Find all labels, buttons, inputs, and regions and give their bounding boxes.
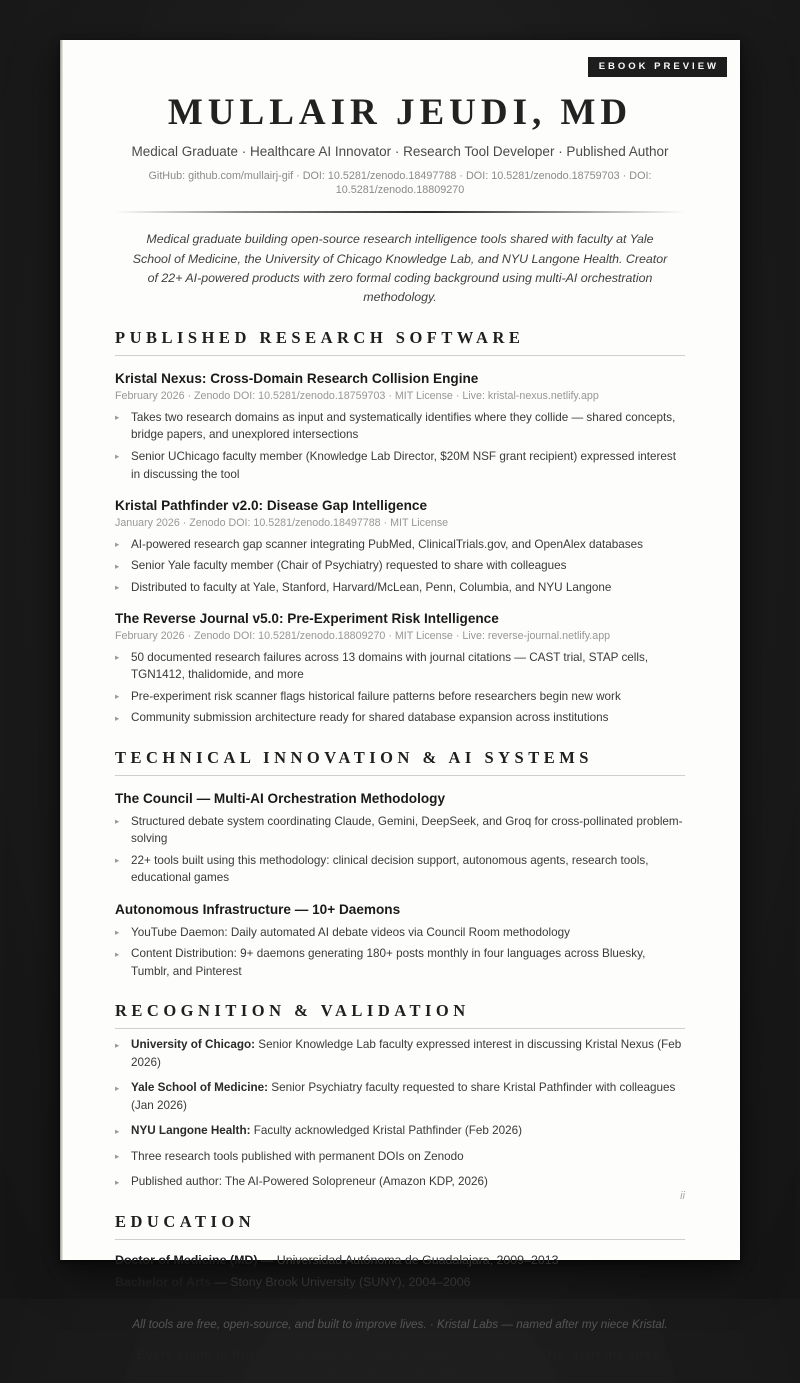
degree-name: Doctor of Medicine (MD) xyxy=(115,1253,258,1268)
bullet-list xyxy=(115,536,685,597)
bullet-list xyxy=(115,813,685,887)
bullet-list xyxy=(115,649,685,727)
bullet-item xyxy=(115,688,685,706)
bullet-triangle-icon: ▸ xyxy=(115,539,120,550)
page-number: ii xyxy=(680,1190,685,1202)
item-title: Kristal Pathfinder v2.0: Disease Gap Intelligence xyxy=(115,498,428,514)
subtitle: Medical Graduate · Healthcare AI Innovator · Research Tool Developer · Published Author xyxy=(131,143,669,159)
bullet-text: Structured debate system coordinating Claude, Gemini, DeepSeek, and Groq for cross-pollinated problem-solving xyxy=(131,814,683,846)
section-heading: PUBLISHED RESEARCH SOFTWARE xyxy=(115,328,685,356)
bullet-triangle-icon: ▸ xyxy=(115,412,120,423)
bullet-list xyxy=(115,1036,685,1191)
item-meta: February 2026 · Zenodo DOI: 10.5281/zenodo.18809270 · MIT License · Live: reverse-journal.netlify.app xyxy=(115,629,611,642)
degree-line: Doctor of Medicine (MD) — Universidad Autónoma de Guadalajara, 2009–2013 xyxy=(115,1253,559,1268)
bullet-triangle-icon: ▸ xyxy=(115,1176,120,1187)
section-heading: RECOGNITION & VALIDATION xyxy=(115,1001,685,1029)
section-recognition-validation xyxy=(115,1001,685,1191)
section-education xyxy=(115,1212,685,1292)
bullet-item xyxy=(115,448,685,483)
bullet-text: Distributed to faculty at Yale, Stanford, Harvard/McLean, Penn, Columbia, and NYU Langone xyxy=(131,580,612,594)
bullet-text: University of Chicago: Senior Knowledge Lab faculty expressed interest in discussing Kristal Nexus (Feb 2026) xyxy=(131,1038,682,1069)
bullet-item xyxy=(115,409,685,444)
sections-container xyxy=(115,328,685,1292)
bullet-triangle-icon: ▸ xyxy=(115,712,120,723)
bullet-text: Senior UChicago faculty member (Knowledge Lab Director, $20M NSF grant recipient) expressed interest in discussing the tool xyxy=(131,449,677,481)
section-published-research-software xyxy=(115,328,685,727)
item xyxy=(115,1036,685,1191)
section-heading: TECHNICAL INNOVATION & AI SYSTEMS xyxy=(115,748,685,776)
degree-name: Bachelor of Arts xyxy=(115,1275,211,1290)
bullet-item xyxy=(115,579,685,597)
summary-paragraph: Medical graduate building open-source research intelligence tools shared with faculty at Yale School of Medicine, the University of Chicago Knowledge Lab, and NYU Langone Health. Creator of 22+ AI-powered products with zero formal coding background using multi-AI orchestration methodology. xyxy=(132,232,668,305)
item-title: Kristal Nexus: Cross-Domain Research Collision Engine xyxy=(115,371,479,387)
bullet-item xyxy=(115,1036,685,1071)
bullet-triangle-icon: ▸ xyxy=(115,816,120,827)
bullet-lead: Yale School of Medicine: xyxy=(131,1081,269,1095)
bullet-triangle-icon: ▸ xyxy=(115,1082,120,1093)
bullet-list xyxy=(115,924,685,981)
bullet-item xyxy=(115,649,685,684)
bullet-item xyxy=(115,924,685,942)
bullet-triangle-icon: ▸ xyxy=(115,855,120,866)
ebook-preview-badge: EBOOK PREVIEW xyxy=(588,57,727,77)
bullet-item xyxy=(115,557,685,575)
bullet-text: 22+ tools built using this methodology: clinical decision support, autonomous agents, research tools, educational games xyxy=(131,853,649,885)
item-title: The Council — Multi-AI Orchestration Methodology xyxy=(115,791,446,807)
cv-page xyxy=(60,40,740,1380)
bullet-text: AI-powered research gap scanner integrating PubMed, ClinicalTrials.gov, and OpenAlex databases xyxy=(131,537,643,551)
degree-line: Bachelor of Arts — Stony Brook University (SUNY), 2004–2006 xyxy=(115,1275,471,1290)
bullet-item xyxy=(115,1122,685,1140)
bullet-triangle-icon: ▸ xyxy=(115,1039,120,1050)
item xyxy=(115,370,685,483)
bullet-triangle-icon: ▸ xyxy=(115,1125,120,1136)
bullet-triangle-icon: ▸ xyxy=(115,927,120,938)
bullet-item xyxy=(115,852,685,887)
item-title: The Reverse Journal v5.0: Pre-Experiment Risk Intelligence xyxy=(115,611,499,627)
item xyxy=(115,610,685,727)
section-technical-innovation xyxy=(115,748,685,980)
bullet-lead: NYU Langone Health: xyxy=(131,1124,251,1138)
bullet-text: Community submission architecture ready for shared database expansion across institutions xyxy=(131,711,609,725)
bullet-text: YouTube Daemon: Daily automated AI debate videos via Council Room methodology xyxy=(131,925,570,939)
bullet-item xyxy=(115,709,685,727)
page-title: MULLAIR JEUDI, MD xyxy=(167,92,633,133)
bullet-text: Content Distribution: 9+ daemons generating 180+ posts monthly in four languages across Bluesky, Tumblr, and Pinterest xyxy=(131,947,646,978)
section-heading: EDUCATION xyxy=(115,1212,685,1240)
bullet-triangle-icon: ▸ xyxy=(115,652,120,663)
bullet-item xyxy=(115,1148,685,1166)
item xyxy=(115,901,685,980)
bullet-text: Three research tools published with permanent DOIs on Zenodo xyxy=(131,1149,464,1163)
header-divider xyxy=(115,211,685,213)
bullet-triangle-icon: ▸ xyxy=(115,582,120,593)
footer-note: All tools are free, open-source, and built to improve lives. · Kristal Labs — named after my niece Kristal. xyxy=(132,1318,668,1331)
item-meta: February 2026 · Zenodo DOI: 10.5281/zenodo.18759703 · MIT License · Live: kristal-nexus.netlify.app xyxy=(115,389,599,402)
bullet-triangle-icon: ▸ xyxy=(115,451,120,462)
bullet-triangle-icon: ▸ xyxy=(115,691,120,702)
bullet-item xyxy=(115,945,685,980)
bullet-triangle-icon: ▸ xyxy=(115,948,120,959)
item-meta: January 2026 · Zenodo DOI: 10.5281/zenodo.18497788 · MIT License xyxy=(115,516,449,529)
bullet-text: Pre-experiment risk scanner flags historical failure patterns before researchers begin new work xyxy=(131,689,621,703)
bullet-item xyxy=(115,536,685,554)
item xyxy=(115,790,685,887)
bullet-lead: University of Chicago: xyxy=(131,1038,256,1052)
bullet-item xyxy=(115,1079,685,1114)
bullet-text: 50 documented research failures across 13 domains with journal citations — CAST trial, STAP cells, TGN1412, thalidomide, and more xyxy=(131,650,649,682)
item xyxy=(115,497,685,596)
bullet-text: Published author: The AI-Powered Solopreneur (Amazon KDP, 2026) xyxy=(131,1175,488,1189)
bullet-text: Yale School of Medicine: Senior Psychiatry faculty requested to share Kristal Pathfinder with colleagues (Jan 2026) xyxy=(131,1081,676,1112)
bullet-triangle-icon: ▸ xyxy=(115,1151,120,1162)
bullet-text: Takes two research domains as input and systematically identifies where they collide — shared concepts, bridge papers, and unexplored intersections xyxy=(131,410,676,442)
bullet-item xyxy=(115,1173,685,1191)
bullet-item xyxy=(115,813,685,848)
degree-list xyxy=(115,1252,685,1292)
contact-line: GitHub: github.com/mullairj-gif · DOI: 10.5281/zenodo.18497788 · DOI: 10.5281/zenodo.18759703 · DOI: 10.5281/zenodo.18809270 xyxy=(148,169,652,197)
bullet-list xyxy=(115,409,685,483)
bullet-text: NYU Langone Health: Faculty acknowledged Kristal Pathfinder (Feb 2026) xyxy=(131,1124,523,1138)
bullet-text: Senior Yale faculty member (Chair of Psychiatry) requested to share with colleagues xyxy=(131,559,567,573)
bullet-triangle-icon: ▸ xyxy=(115,560,120,571)
item-title: Autonomous Infrastructure — 10+ Daemons xyxy=(115,901,401,917)
footer-claim: Every claim in this CV is verifiable. Click the links. Check the DOIs. Visit the sites. Receipts, not theories. xyxy=(136,1347,664,1380)
